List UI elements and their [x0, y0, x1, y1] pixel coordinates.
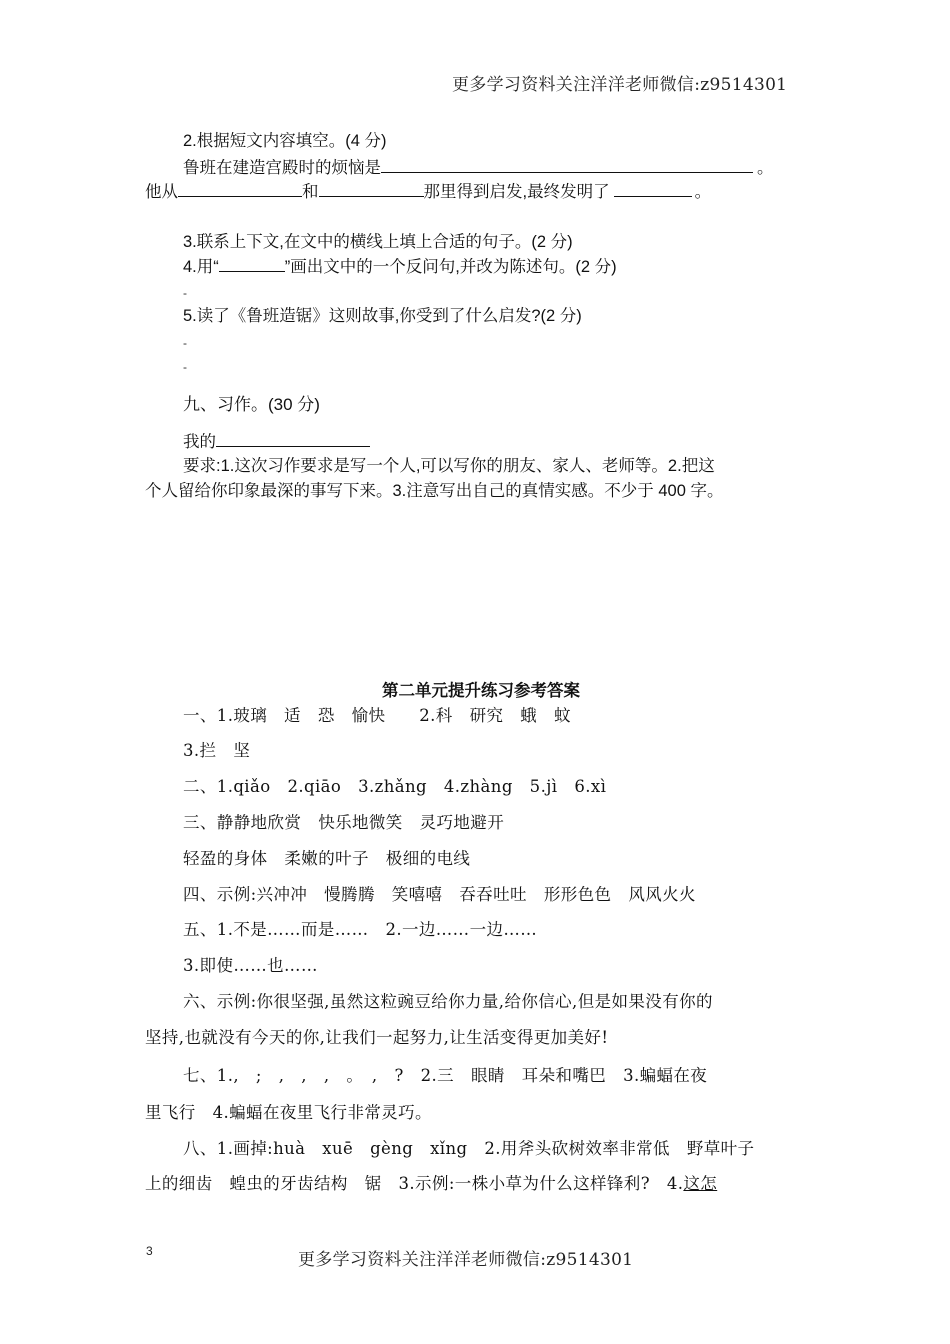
composition-topic-prefix: 我的: [183, 433, 216, 451]
fill-blank-worry[interactable]: [381, 156, 753, 173]
question-5-title: 5.读了《鲁班造锯》这则故事,你受到了什么启发?(2 分): [183, 307, 582, 325]
question-2-line1: [183, 154, 774, 178]
answer-line-dash: -: [183, 286, 187, 300]
question-2-line2-part1: 他从: [145, 183, 178, 201]
question-2-line2-part2: 和: [302, 183, 319, 201]
answer-line-1-cont: 3.拦 坚: [183, 741, 251, 760]
question-4-prefix: 4.用“: [183, 258, 219, 276]
fill-blank-invention[interactable]: [614, 180, 692, 197]
question-3-title: 3.联系上下文,在文中的横线上填上合适的句子。(2 分): [183, 233, 573, 251]
question-2-line1-suffix: 。: [757, 159, 774, 177]
composition-requirement-line2: 个人留给你印象最深的事写下来。3.注意写出自己的真情实感。不少于 400 字。: [145, 482, 724, 500]
answer-line-7-cont: 里飞行 4.蝙蝠在夜里飞行非常灵巧。: [145, 1103, 432, 1122]
fill-blank-composition-topic[interactable]: [216, 430, 370, 447]
answer-line-dash: -: [183, 336, 187, 350]
page-number: 3: [146, 1244, 153, 1258]
underline-marker-sample: [219, 255, 285, 272]
footer-watermark: 更多学习资料关注洋洋老师微信:z9514301: [298, 1250, 634, 1270]
answer-line-6: 六、示例:你很坚强,虽然这粒豌豆给你力量,给你信心,但是如果没有你的: [183, 992, 713, 1011]
header-watermark: 更多学习资料关注洋洋老师微信:z9514301: [452, 75, 788, 95]
fill-blank-source-1[interactable]: [178, 180, 302, 197]
question-2-line2-suffix: 。: [694, 183, 712, 201]
composition-requirement-line1: 要求:1.这次习作要求是写一个人,可以写你的朋友、家人、老师等。2.把这: [183, 457, 715, 475]
question-4-suffix: ”画出文中的一个反问句,并改为陈述句。(2 分): [284, 258, 617, 276]
question-2-line2-part3: 那里得到启发,最终发明了: [423, 183, 610, 201]
answer-line-3: 三、静静地欣赏 快乐地微笑 灵巧地避开: [183, 813, 505, 832]
answer-line-dash: -: [183, 360, 187, 374]
answer-line-8-underlined-text: 这怎: [683, 1174, 718, 1193]
question-2-line2: [145, 178, 711, 202]
question-2-line1-prefix: 鲁班在建造宫殿时的烦恼是: [183, 159, 381, 177]
composition-topic: [183, 428, 370, 452]
answer-line-8: 八、1.画掉:huà xuē gèng xǐng 2.用斧头砍树效率非常低 野草叶子: [183, 1139, 755, 1158]
question-4-title: [183, 253, 617, 277]
fill-blank-source-2[interactable]: [319, 180, 424, 197]
answer-line-8-cont-text: 上的细齿 蝗虫的牙齿结构 锯 3.示例:一株小草为什么这样锋利? 4.: [145, 1174, 684, 1193]
answer-key-title: 第二单元提升练习参考答案: [382, 681, 580, 700]
question-2-title: 2.根据短文内容填空。(4 分): [183, 132, 387, 150]
answer-line-6-cont: 坚持,也就没有今天的你,让我们一起努力,让生活变得更加美好!: [145, 1028, 609, 1047]
answer-line-3-cont: 轻盈的身体 柔嫩的叶子 极细的电线: [183, 849, 471, 868]
answer-line-8-cont: [145, 1170, 717, 1194]
answer-line-5: 五、1.不是……而是…… 2.一边……一边……: [183, 920, 538, 939]
answer-line-7: 七、1., ; , , , 。 , ? 2.三 眼睛 耳朵和嘴巴 3.蝙蝠在夜: [183, 1066, 708, 1085]
answer-line-2: 二、1.qiǎo 2.qiāo 3.zhǎng 4.zhàng 5.jì 6.xì: [183, 777, 607, 796]
section-9-title: 九、习作。(30 分): [183, 395, 320, 414]
answer-line-5-cont: 3.即使……也……: [183, 956, 318, 975]
answer-line-4: 四、示例:兴冲冲 慢腾腾 笑嘻嘻 吞吞吐吐 形形色色 风风火火: [183, 885, 696, 904]
answer-line-1: 一、1.玻璃 适 恐 愉快 2.科 研究 蛾 蚊: [183, 706, 571, 725]
